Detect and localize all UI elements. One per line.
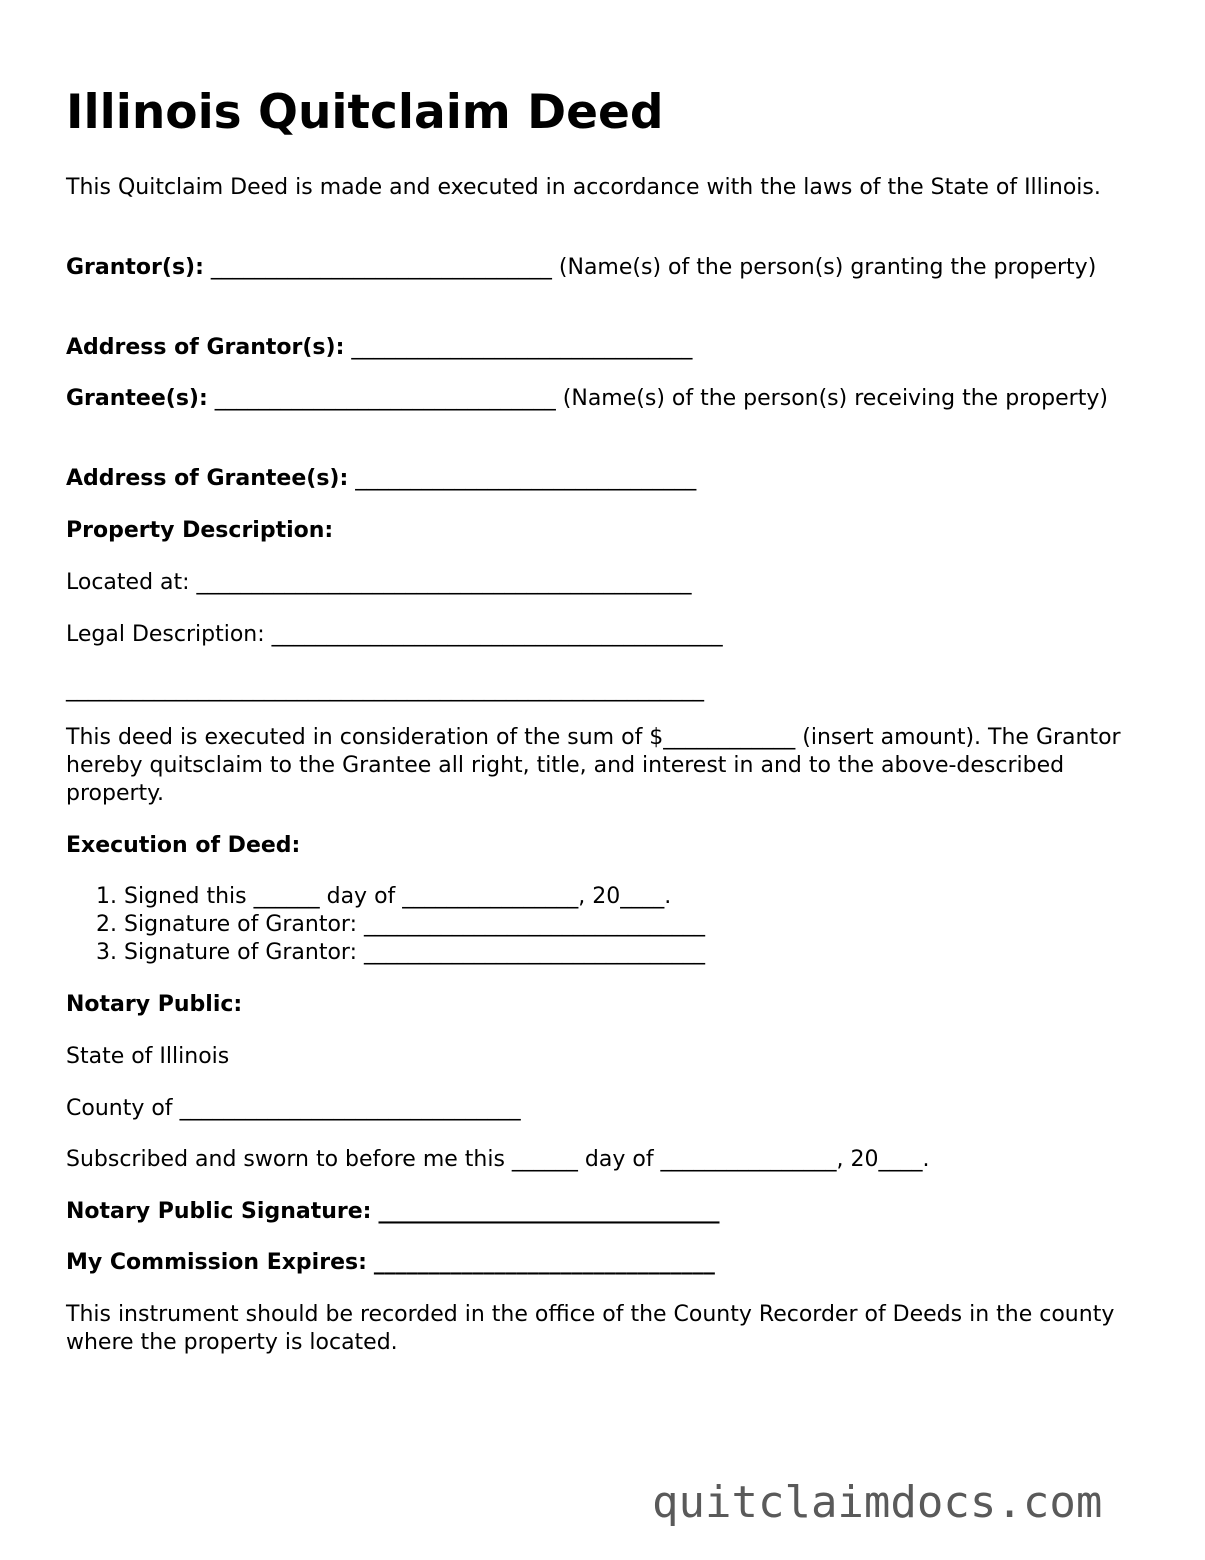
located-label: Located at: <box>66 570 190 595</box>
grantee-address-line <box>66 465 1126 493</box>
grantor-address-label: Address of Grantor(s): <box>66 335 345 360</box>
recording-note: This instrument should be recorded in the office of the County Recorder of Deeds in the county where the property is located. <box>66 1302 1115 1355</box>
property-heading: Property Description: <box>66 518 334 543</box>
legal-description-blank: _________________________________________ <box>271 622 723 647</box>
grantor-line <box>66 254 1126 282</box>
located-blank: _____________________________________________ <box>196 570 692 595</box>
legal-description-extra-blank: __________________________________________________________ <box>66 677 704 702</box>
grantor-address-blank: _______________________________ <box>351 335 693 360</box>
execution-list <box>66 883 705 967</box>
grantee-address-blank: _______________________________ <box>355 466 697 491</box>
located-line <box>66 569 1126 597</box>
document-title: Illinois Quitclaim Deed <box>66 85 664 140</box>
commission-expires-label: My Commission Expires: <box>66 1250 367 1275</box>
watermark-text: quitclaimdocs.com <box>652 1477 1103 1528</box>
county-line <box>66 1095 1126 1123</box>
grantee-label: Grantee(s): <box>66 386 208 411</box>
commission-expires-blank: _______________________________ <box>373 1250 715 1275</box>
consideration-paragraph: This deed is executed in consideration of the sum of $____________ (insert amount). The Grantor hereby quitsclaim to the Grantee all right, title, and interest in and to the above-described property. <box>66 725 1121 806</box>
legal-description-label: Legal Description: <box>66 622 265 647</box>
intro-paragraph: This Quitclaim Deed is made and executed in accordance with the laws of the State of Illinois. <box>66 175 1101 200</box>
grantor-note: (Name(s) of the person(s) granting the property) <box>558 255 1097 280</box>
notary-heading: Notary Public: <box>66 992 243 1017</box>
county-blank: _______________________________ <box>179 1096 521 1121</box>
notary-signature-label: Notary Public Signature: <box>66 1199 372 1224</box>
notary-signature-line <box>66 1198 1126 1226</box>
list-item: 2. Signature of Grantor: _______________________________ <box>124 911 705 939</box>
grantee-blank: _______________________________ <box>214 386 556 411</box>
commission-expires-line <box>66 1249 1126 1277</box>
county-label: County of <box>66 1096 173 1121</box>
execution-heading: Execution of Deed: <box>66 833 301 858</box>
grantor-blank: _______________________________ <box>210 255 552 280</box>
grantor-address-line <box>66 334 1126 362</box>
list-item: 3. Signature of Grantor: _______________________________ <box>124 939 705 967</box>
grantor-label: Grantor(s): <box>66 255 204 280</box>
legal-description-line <box>66 621 1126 649</box>
sworn-line: Subscribed and sworn to before me this ______ day of ________________, 20____. <box>66 1147 930 1172</box>
grantee-address-label: Address of Grantee(s): <box>66 466 349 491</box>
grantee-line <box>66 385 1126 413</box>
list-item: 1. Signed this ______ day of ________________, 20____. <box>124 883 705 911</box>
notary-state: State of Illinois <box>66 1044 230 1069</box>
notary-signature-blank: _______________________________ <box>378 1199 720 1224</box>
grantee-note: (Name(s) of the person(s) receiving the property) <box>562 386 1108 411</box>
